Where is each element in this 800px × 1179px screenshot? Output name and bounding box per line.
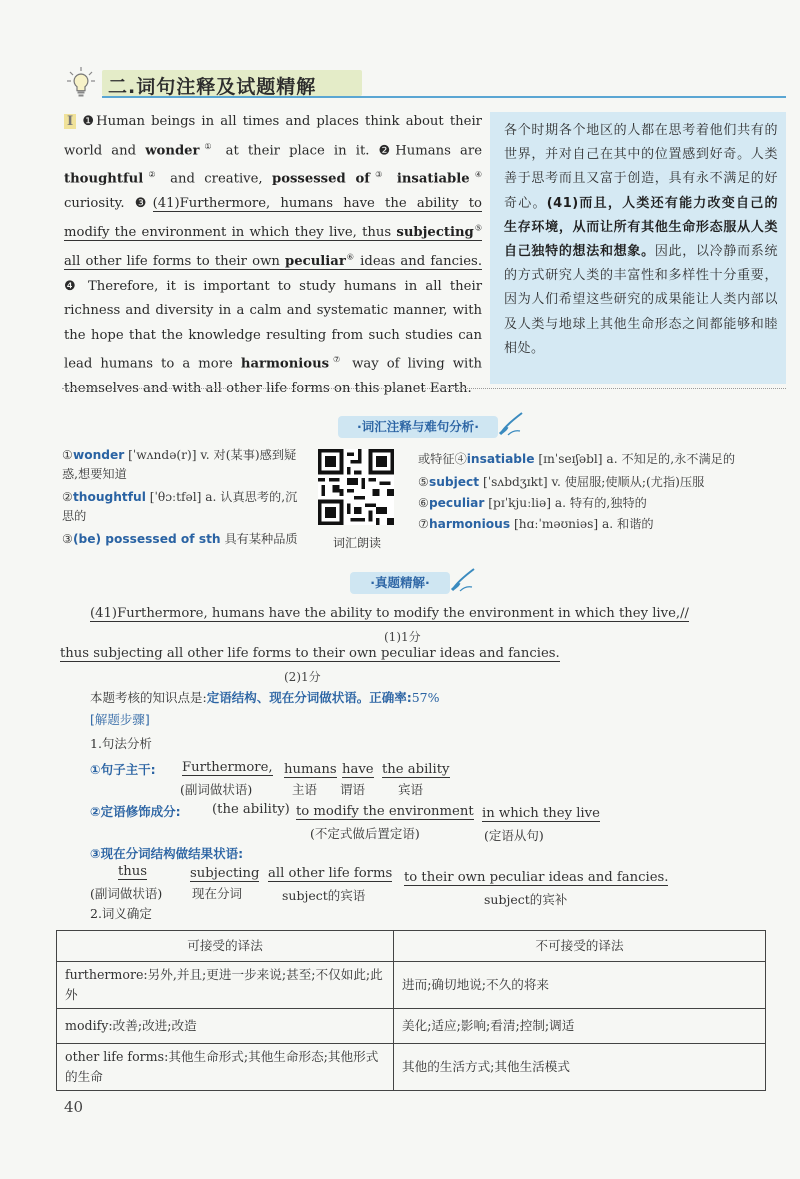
table-cell-acceptable: modify:改善;改进;改造 [57,1009,394,1044]
a1-furthermore [182,760,273,775]
vocab-item-harmonious [418,515,780,534]
accuracy-value: 57% [411,690,440,705]
note-4: ④ [469,170,483,180]
vocab-item-thoughtful [62,488,306,526]
table-row [57,1009,766,1044]
a2-infinitive [296,804,474,819]
a1-word: the ability [382,762,450,777]
exam-score-1: (1)1分 [384,630,421,644]
vocab-definition: [ˈwʌndə(r)] v. 对(某事)感到疑惑,想要知道 [62,448,297,481]
a1-role-object: 宾语 [398,782,424,797]
vocab-section-tag: ·词汇注释与难句分析· [338,416,498,438]
a3-complement [404,870,668,885]
passage-text: Human beings in all times and places think about their world and [64,114,482,158]
a1-role-predicate: 谓语 [340,782,366,797]
vocab-definition: [ɪnˈseɪʃəbl] a. 不知足的,永不满足的 [534,452,736,466]
table-header-acceptable: 可接受的译法 [57,931,394,962]
vocab-right-column [418,450,780,534]
brush-icon [450,566,478,592]
passage-text: curiosity. [64,196,125,212]
vocab-item-possessed-of [62,530,306,549]
translation-table [56,930,766,1091]
underlined-sentence-41 [64,196,482,270]
table-header-unacceptable: 不可接受的译法 [394,931,766,962]
section-header [62,66,786,100]
translation-text [504,119,778,361]
vocab-num: ⑥ [418,496,429,510]
a1-word: humans [284,762,337,777]
exam-line-1: (41)Furthermore, humans have the ability to modify the environment in which they live,// [90,606,689,621]
accuracy-label: 正确率: [369,690,412,705]
keyword-harmonious: harmonious [240,356,330,372]
passage-text: Humans are [395,142,482,158]
vocab-left-column [62,446,306,549]
english-passage [64,110,482,401]
vocab-num: ① [62,448,73,462]
step-2-heading: 2.词义确定 [90,906,152,921]
exam-sentence-part-1 [90,606,689,621]
a3-subjecting [190,866,259,881]
section-title: 二.词句注释及试题精解 [108,76,317,98]
vocab-definition: 具有某种品质 [220,532,298,546]
passage-text: Therefore, it is important to study humans in all their richness and diversity in a calm and systematic manner, with the hope that the knowledge resulting from such studies can lead humans to a more [64,278,482,372]
note-6: ⑥ [345,252,355,262]
table-cell-acceptable: other life forms:其他生命形式;其他生命形态;其他形式的生命 [57,1044,394,1091]
vocab-definition: [ˈθɔːtfəl] a. 认真思考的,沉思的 [62,490,298,523]
table-cell-acceptable: furthermore:另外,并且;更进一步来说;甚至;不仅如此;此外 [57,962,394,1009]
vocab-num: ⑤ [418,475,429,489]
analysis-3-label: ③现在分词结构做结果状语: [90,846,244,861]
qr-label: 词汇朗读 [332,536,381,550]
a2-word: to modify the environment [296,804,474,819]
vocab-definition: [pɪˈkjuːliə] a. 特有的,独特的 [484,496,647,510]
table-row [57,1044,766,1091]
a1-word: Furthermore, [182,760,273,775]
vocab-num: ④ [454,452,467,466]
sentence-marker-4: ❹ [64,278,80,294]
vocab-num: ③ [62,532,73,546]
passage-text: way of living with themselves and with all other life forms on this planet Earth. [64,356,483,396]
a1-role-subject: 主语 [292,782,318,797]
a3-role-object: subject的宾语 [282,888,366,903]
a3-role-complement: subject的宾补 [484,892,568,907]
vocab-item-wonder [62,446,306,484]
note-2: ② [143,170,161,180]
vocab-item-insatiable [418,450,780,469]
vocab-keyword: harmonious [428,517,511,531]
exam-score-2: (2)1分 [284,670,321,684]
a1-role-adverbial: (副词做状语) [180,782,253,797]
vocab-keyword: peculiar [428,496,485,510]
passage-text: (41)Furthermore, humans have the ability to modify the environment in which they live, thus [64,196,482,241]
a1-the-ability [382,762,450,777]
dotted-divider [62,388,786,389]
passage-text: at their place in it. [216,142,379,158]
vocab-num: ⑦ [418,517,429,531]
passage-text: all other life forms to their own [64,254,286,270]
keyword-wonder: wonder [145,142,200,158]
step-1-heading: 1.句法分析 [90,736,152,751]
note-1: ① [199,141,217,151]
vocab-item-peculiar [418,494,780,513]
vocab-keyword: insatiable [466,452,535,466]
keyword-thoughtful: thoughtful [64,171,144,187]
lightbulb-icon [66,66,96,98]
translation-box [490,112,786,384]
a2-the-ability: (the ability) [212,802,290,817]
vocab-num: ② [62,490,73,504]
section-marker: I [64,114,76,129]
knowledge-point [90,688,440,706]
knowledge-value: 定语结构、现在分词做状语。 [206,690,370,705]
a2-word: in which they live [482,806,600,821]
vocab-continuation: 或特征 [418,452,455,466]
a3-role-adverbial: (副词做状语) [90,886,163,901]
page-number: 40 [64,1098,84,1116]
a3-word: thus [118,864,148,879]
exam-sentence-part-2 [60,646,560,661]
a3-word: to their own peculiar ideas and fancies. [404,870,669,885]
qr-code-icon[interactable] [318,449,394,525]
a1-humans [284,762,337,777]
translation-part-3: 因此，以冷静而系统的方式研究人类的丰富性和多样性十分重要，因为人们希望这些研究的成果能让人类内部以及人类与地球上其他生命形态之间都能够和睦相处。 [504,244,778,356]
a1-word: have [342,762,374,777]
vocab-definition: [hɑːˈməʊniəs] a. 和谐的 [510,517,654,531]
a1-have [342,762,374,777]
analysis-2-label: ②定语修饰成分: [90,804,181,819]
vocab-keyword: subject [428,475,480,489]
table-cell-unacceptable: 其他的生活方式;其他生活模式 [394,1044,766,1091]
solution-steps-heading: [解题步骤] [90,712,150,727]
sentence-marker-2: ❷ [378,142,396,158]
translation-part-41: (41)而且，人类还有能力改变自己的生存环境，从而让所有其他生命形态服从人类自己独特的想法和想象。 [504,195,778,260]
passage-text: and creative, [160,171,272,187]
brush-icon [498,410,526,436]
translation-part-1: 各个时期各个地区的人都在思考着他们共有的世界，并对自己在其中的位置感到好奇。人类善于思考而且又富于创造，具有永不满足的好奇心。 [504,123,778,211]
a2-role-clause: (定语从句) [484,828,544,843]
a2-role-infinitive: (不定式做后置定语) [310,826,420,841]
analysis-1-label: ①句子主干: [90,762,156,777]
table-header-row [57,931,766,962]
exam-line-2: thus subjecting all other life forms to their own peculiar ideas and fancies. [60,646,560,661]
a3-thus [118,864,147,879]
a2-clause [482,806,600,821]
table-cell-unacceptable: 进而;确切地说;不久的将来 [394,962,766,1009]
a3-role-participle: 现在分词 [192,886,243,901]
a3-object [268,866,392,881]
sentence-marker-3: ❸ [134,196,153,212]
keyword-peculiar: peculiar [285,254,346,270]
keyword-insatiable: insatiable [396,171,470,187]
note-3: ③ [369,170,388,180]
keyword-possessed-of: possessed of [271,171,370,187]
vocab-definition: [ˈsʌbdʒɪkt] v. 使屈服;使顺从;(尤指)压服 [479,475,705,489]
note-7: ⑦ [329,355,345,365]
sentence-marker-1: ❶ [82,114,97,129]
vocab-item-subject [418,473,780,492]
note-5: ⑤ [473,223,482,233]
a3-word: all other life forms [268,866,393,881]
passage-text: ideas and fancies. [354,254,483,270]
vocab-keyword: wonder [72,448,125,462]
table-row [57,962,766,1009]
a3-word: subjecting [190,866,260,881]
table-cell-unacceptable: 美化;适应;影响;看清;控制;调适 [394,1009,766,1044]
vocab-keyword: thoughtful [72,490,146,504]
vocab-keyword: (be) possessed of sth [72,532,221,546]
exam-section-tag: ·真题精解· [350,572,450,594]
keyword-subjecting: subjecting [396,225,474,241]
knowledge-label: 本题考核的知识点是: [90,690,207,705]
passage-text [387,172,396,187]
